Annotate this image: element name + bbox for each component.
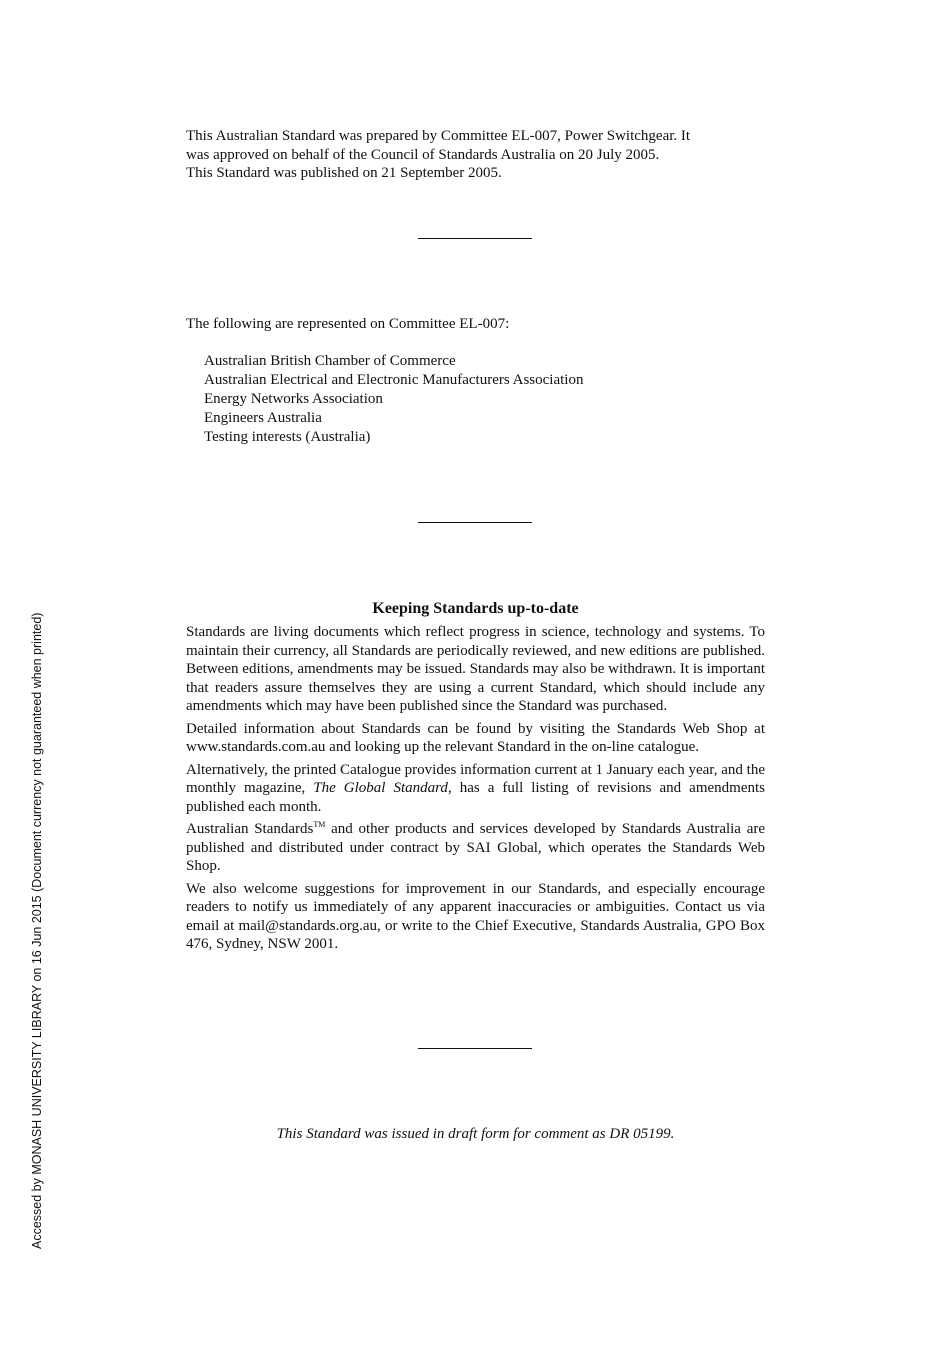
paragraph: Standards are living documents which reflect progress in science, technology and systems. To maintain their currency, all Standards are periodically reviewed, and new editions are published. Between editions, amendments may be issued. Standards may also be withdrawn. It is important that readers assure themselves they are using a current Standard, which should include any amendments which may have been published since the Standard was purchased. bbox=[186, 624, 765, 714]
paragraph: We also welcome suggestions for improvement in our Standards, and especially encourage readers to notify us immediately of any apparent inaccuracies or ambiguities. Contact us via email at mail@standards.org.au, or write to the Chief Executive, Standards Australia, GPO Box 476, Sydney, NSW 2001. bbox=[186, 880, 765, 952]
magazine-title: The Global Standard bbox=[313, 780, 448, 796]
preparation-statement bbox=[186, 127, 765, 183]
preparation-line: This Standard was published on 21 September 2005. bbox=[186, 165, 502, 181]
paragraph-text: , has a full listing of revisions and amendments published each month. bbox=[186, 780, 765, 815]
access-watermark: Accessed by MONASH UNIVERSITY LIBRARY on 16 Jun 2015 (Document currency not guaranteed when printed) bbox=[30, 612, 44, 1249]
section-heading: Keeping Standards up-to-date bbox=[372, 600, 579, 617]
section-divider bbox=[418, 238, 532, 239]
preparation-line: This Australian Standard was prepared by Committee EL-007, Power Switchgear. It bbox=[186, 128, 691, 144]
committee-member: Energy Networks Association bbox=[204, 390, 383, 407]
committee-member-list bbox=[186, 352, 765, 447]
preparation-line: was approved on behalf of the Council of Standards Australia on 20 July 2005. bbox=[186, 146, 660, 163]
committee-member: Engineers Australia bbox=[204, 409, 322, 426]
committee-member: Testing interests (Australia) bbox=[204, 428, 371, 445]
paragraph-text: Alternatively, the printed Catalogue provides information current at 1 January each year, and the monthly magazine, bbox=[186, 761, 765, 796]
paragraph: Detailed information about Standards can be found by visiting the Standards Web Shop at www.standards.com.au and looking up the relevant Standard in the on-line catalogue. bbox=[186, 720, 765, 755]
committee-section bbox=[186, 315, 765, 447]
committee-member: Australian British Chamber of Commerce bbox=[204, 352, 456, 369]
section-divider bbox=[418, 1048, 532, 1049]
paragraph bbox=[186, 820, 765, 876]
committee-intro: The following are represented on Committee EL-007: bbox=[186, 316, 510, 332]
committee-member: Australian Electrical and Electronic Manufacturers Association bbox=[204, 371, 584, 388]
section-divider bbox=[418, 522, 532, 523]
paragraph bbox=[186, 761, 765, 817]
paragraph-text: Australian Standards bbox=[186, 821, 314, 837]
paragraph-text: and other products and services developed by Standards Australia are published and distributed under contract by SAI Global, which operates the Standards Web Shop. bbox=[186, 821, 766, 874]
trademark-mark: TM bbox=[313, 820, 326, 829]
draft-note: This Standard was issued in draft form for comment as DR 05199. bbox=[276, 1126, 675, 1142]
keeping-standards-section bbox=[186, 599, 765, 958]
